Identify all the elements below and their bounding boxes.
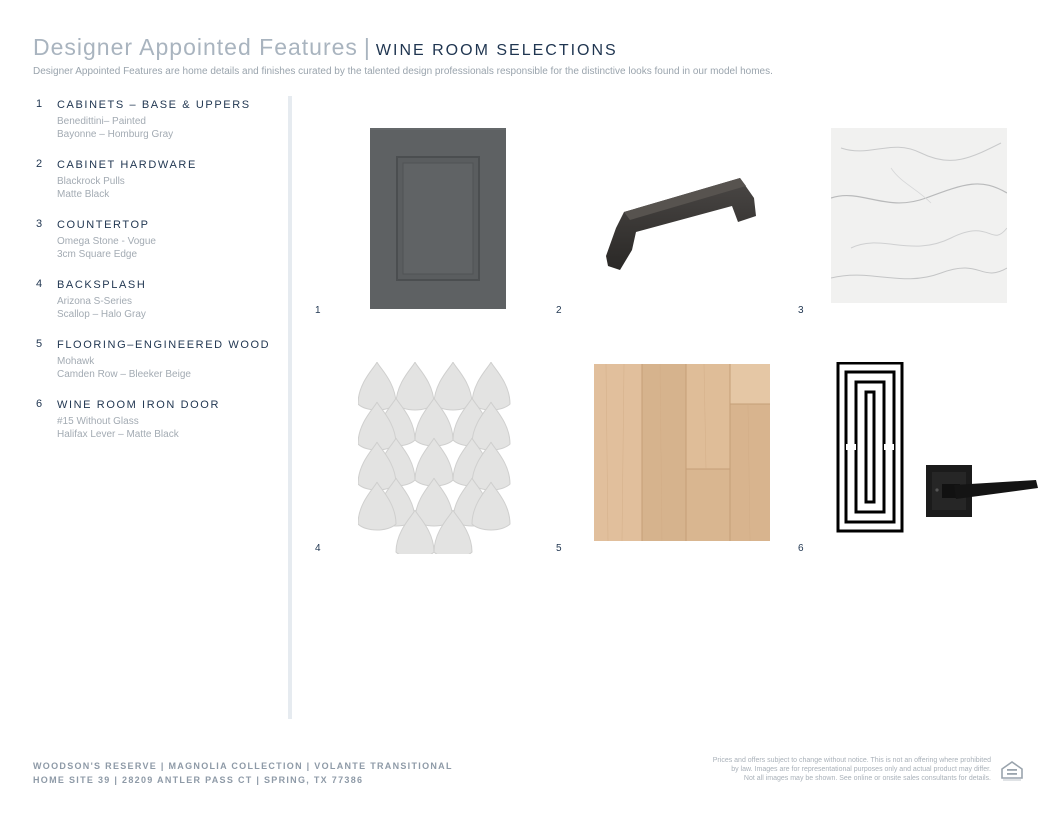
footer-community: WOODSON'S RESERVE | MAGNOLIA COLLECTION | VOLANTE TRANSITIONAL [33,761,453,771]
item-detail: #15 Without Glass [57,416,139,427]
disclaimer-line: Not all images may be shown. See online or onsite sales consultants for details. [743,775,991,782]
item-detail: Mohawk [57,356,95,367]
item-title: WINE ROOM IRON DOOR [57,399,221,411]
page-subtitle: Designer Appointed Features are home details and finishes curated by the talented design professionals responsible for the distinctive looks found in our model homes. [33,66,773,77]
image-number: 4 [315,543,321,554]
item-number: 3 [36,218,43,230]
countertop-image [831,128,1007,303]
disclaimer-line: Prices and offers subject to change without notice. This is not an offering where prohibited [712,757,991,764]
footer-address [33,759,453,787]
item-number: 4 [36,278,43,290]
item-detail: Arizona S-Series [57,296,133,307]
section-title: WINE ROOM SELECTIONS [375,42,618,59]
image-number: 3 [798,305,804,316]
item-number: 5 [36,338,43,350]
image-number: 5 [556,543,562,554]
item-detail: Benedittini– Painted [57,116,146,127]
image-number: 2 [556,305,562,316]
item-title: CABINETS – BASE & UPPERS [57,99,251,111]
item-number: 2 [36,158,43,170]
cabinet-door-image [370,128,506,309]
iron-door-image [836,362,1040,534]
item-detail: 3cm Square Edge [57,249,138,260]
item-number: 1 [36,98,43,110]
selection-item [36,398,281,441]
item-number: 6 [36,398,43,410]
item-title: BACKSPLASH [57,279,147,291]
item-detail: Matte Black [57,189,110,200]
vertical-divider [288,96,292,719]
page-header [33,34,618,61]
item-detail: Halifax Lever – Matte Black [57,429,179,440]
selection-item [36,278,281,321]
selection-item [36,158,281,201]
selection-item [36,338,281,381]
item-detail: Camden Row – Bleeker Beige [57,369,191,380]
image-number: 6 [798,543,804,554]
cabinet-pull-image [600,170,760,276]
footer-homesite: HOME SITE 39 | 28209 ANTLER PASS CT | SPRING, TX 77386 [33,775,364,785]
selection-item [36,98,281,141]
backsplash-image [358,362,512,554]
item-title: COUNTERTOP [57,219,150,231]
item-title: CABINET HARDWARE [57,159,197,171]
disclaimer-line: by law. Images are for representational purposes only and actual product may differ. [731,766,991,773]
image-number: 1 [315,305,321,316]
item-detail: Scallop – Halo Gray [57,309,146,320]
title-separator: | [363,34,370,60]
footer-disclaimer [661,756,991,783]
page-title: Designer Appointed Features [33,34,358,60]
item-detail: Blackrock Pulls [57,176,125,187]
selection-item [36,218,281,261]
equal-housing-opportunity-icon [1000,760,1024,782]
selection-list [36,98,281,458]
flooring-image [594,364,770,541]
item-detail: Omega Stone - Vogue [57,236,156,247]
item-detail: Bayonne – Homburg Gray [57,129,174,140]
item-title: FLOORING–ENGINEERED WOOD [57,339,271,351]
